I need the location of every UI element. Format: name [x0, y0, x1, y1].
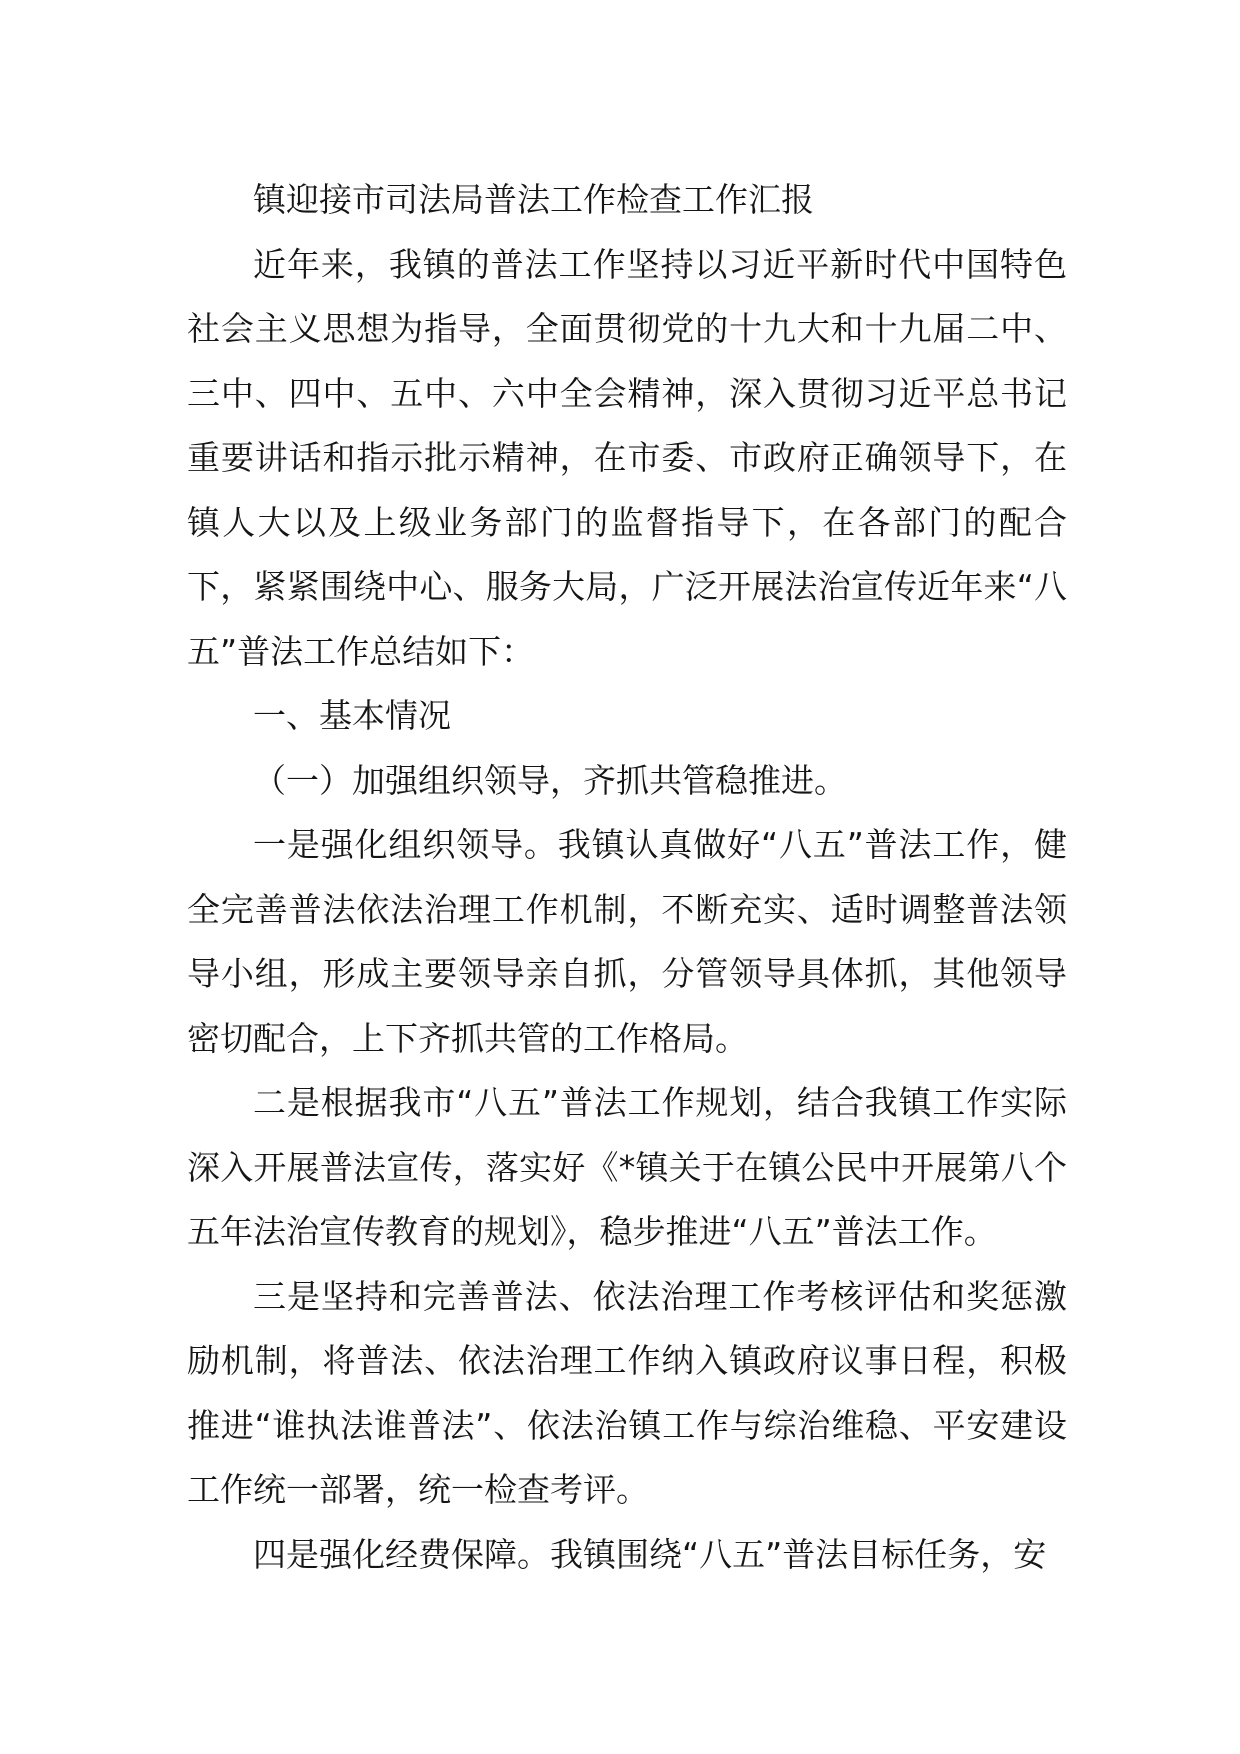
paragraph-point-four: 四是强化经费保障。我镇围绕“八五”普法目标任务，安	[253, 1534, 1047, 1574]
paragraph-point-three: 三是坚持和完善普法、依法治理工作考核评估和奖惩激励机制，将普法、依法治理工作纳入镇政府议事日程，积极推进“谁执法谁普法”、依法治镇工作与综治维稳、平安建设工作统一部署，统一检查考评。	[187, 1276, 1067, 1509]
document-body	[187, 168, 1067, 1587]
paragraph-point-one: 一是强化组织领导。我镇认真做好“八五”普法工作，健全完善普法依法治理工作机制，不断充实、适时调整普法领导小组，形成主要领导亲自抓，分管领导具体抓，其他领导密切配合，上下齐抓共管的工作格局。	[187, 825, 1067, 1058]
paragraph-point-two: 二是根据我市“八五”普法工作规划，结合我镇工作实际深入开展普法宣传，落实好《*镇关于在镇公民中开展第八个五年法治宣传教育的规划》，稳步推进“八五”普法工作。	[187, 1083, 1067, 1251]
subsection-heading-organization: （一）加强组织领导，齐抓共管稳推进。	[253, 760, 847, 800]
section-heading-basic-situation: 一、基本情况	[253, 696, 451, 735]
document-title: 镇迎接市司法局普法工作检查工作汇报	[253, 180, 814, 219]
paragraph-intro: 近年来，我镇的普法工作坚持以习近平新时代中国特色社会主义思想为指导，全面贯彻党的十九大和十九届二中、三中、四中、五中、六中全会精神，深入贯彻习近平总书记重要讲话和指示批示精神，在市委、市政府正确领导下，在镇人大以及上级业务部门的监督指导下，在各部门的配合下，紧紧围绕中心、服务大局，广泛开展法治宣传近年来“八五”普法工作总结如下：	[187, 244, 1067, 671]
